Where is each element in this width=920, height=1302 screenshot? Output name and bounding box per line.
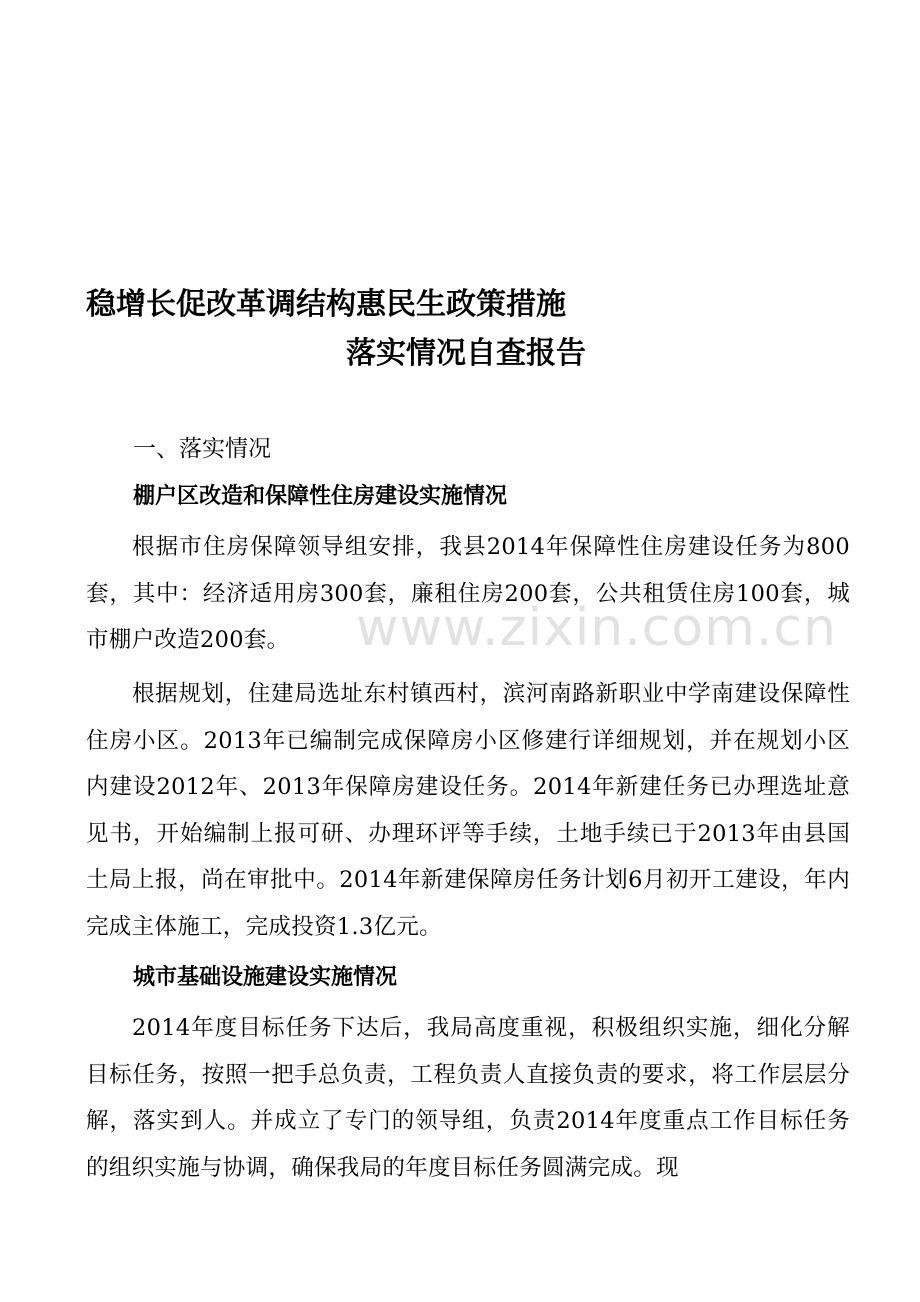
subsection-heading-infrastructure: 城市基础设施建设实施情况 [133, 965, 398, 990]
watermark: www.zixin.com.cn [356, 598, 837, 658]
document-title-line-1: 稳增长促改革调结构惠民生政策措施 [86, 287, 566, 322]
paragraph-housing-planning: 根据规划，住建局选址东村镇西村，滨河南路新职业中学南建设保障性住房小区。2013年已编制完成保障房小区修建行详细规划，并在规划小区内建设2012年、2013年保障房建设任务。2014年新建任务已办理选址意见书，开始编制上报可研、办理环评等手续，土地手续已于2013年由县国土局上报，尚在审批中。2014年新建保障房任务计划6月初开工建设，年内完成主体施工，完成投资1.3亿元。 [86, 681, 850, 940]
section-heading: 一、落实情况 [133, 436, 271, 462]
paragraph-infrastructure: 2014年度目标任务下达后，我局高度重视，积极组织实施，细化分解目标任务，按照一把手总负责，工程负责人直接负责的要求，将工作层层分解，落实到人。并成立了专门的领导组，负责2014年度重点工作目标任务的组织实施与协调，确保我局的年度目标任务圆满完成。现 [86, 1015, 850, 1181]
document-title-line-2: 落实情况自查报告 [346, 336, 586, 371]
subsection-heading-housing: 棚户区改造和保障性住房建设实施情况 [133, 484, 508, 509]
paragraph-housing-tasks: 根据市住房保障领导组安排，我县2014年保障性住房建设任务为800套，其中：经济适用房300套，廉租住房200套，公共租赁住房100套，城市棚户改造200套。 [86, 534, 850, 654]
